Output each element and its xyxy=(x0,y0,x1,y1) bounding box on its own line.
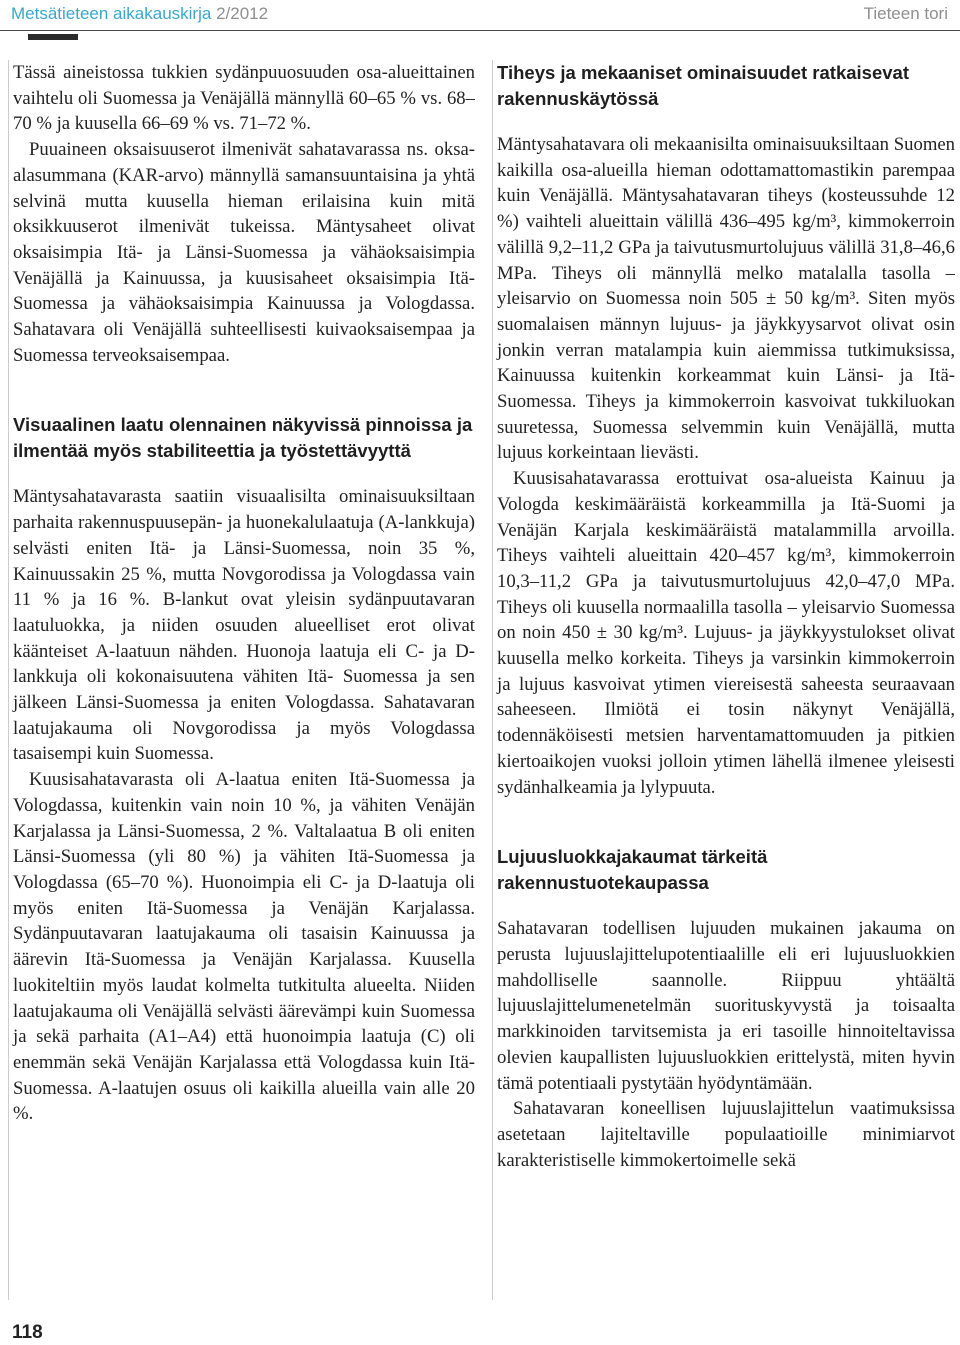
section-heading: Lujuusluokkajakaumat tärkeitä rakennustuotekaupassa xyxy=(497,846,768,894)
journal-name: Metsätieteen aikakauskirja xyxy=(11,4,212,23)
header-tab-marker xyxy=(28,34,78,40)
paragraph: Kuusisahatavarasta oli A-laatua eniten Itä-Suomessa ja Vologdassa, kuitenkin vain noin 10 %, ja vähiten Venäjän Karjalassa ja Länsi-Suomessa, 2 %. Valtalaatua B oli eniten Länsi-Suomessa (yli 80 %) ja vähiten Itä-Suomessa ja Vologdassa (65–70 %). Huonoimpia eli C- ja D-laatuja oli myös eniten Itä-Suomessa ja Venäjän Karjalassa. Sydänpuutavaran laatujakauma oli tasaisin Kainuussa ja äärevin Itä-Suomessa ja Venäjän Karjalassa. Kuusella luokiteltiin myös laudat kolmelta tutkitulta alueelta. Niiden laatujakauma oli Venäjällä selvästi äärevämpi kuin Suomessa ja sekä parhaita (A1–A4) että huonoimpia laatuja (C) oli enemmän sekä Venäjän Karjalassa että Vologdassa kuin Itä-Suomessa. A-laatujen osuus oli kaikilla alueilla vain alle 20 %. xyxy=(13,769,475,1125)
section-heading: Visuaalinen laatu olennainen näkyvissä pinnoissa ja ilmentää myös stabiliteettia ja työstettävyyttä xyxy=(13,414,473,462)
paragraph: Mäntysahatavara oli mekaanisilta ominaisuuksiltaan Suomen kaikilla osa-alueilla hieman odottamattomastikin parempaa kuin Venäjällä. Mäntysahatavaran tiheys (kosteussuhde 12 %) vaihteli alueittain välillä 436–495 kg/m³, kimmokerroin välillä 9,2–11,2 GPa ja taivutusmurtolujuus välillä 31,8–46,6 MPa. Tiheys oli männyllä melko matalalla tasolla – yleisarvio on Suomessa noin 505 ± 50 kg/m³. Siten myös suomalaisen männyn lujuus- ja jäykkyysarvot olivat osin jonkin verran matalampia kuin aiemmissa tutkimuksissa, Kainuussa kuitenkin korkeammat kuin Länsi- ja Itä-Suomessa. Tiheys ja kimmokerroin kasvoivat tukkiluokan suuretessa, Suomessa selvemmin kuin Venäjällä, mutta lujuus korkeintaan lievästi. xyxy=(497,134,955,464)
paragraph: Puuaineen oksaisuuserot ilmenivät sahatavarassa ns. oksa-alasummana (KAR-arvo) männyllä samansuuntaisina ja yhtä selvinä mutta kuusella hieman erilaisina kuin mitä oksikkuuserot ilmenivät tukeissa. Mäntysaheet olivat oksaisimpia Itä- ja Länsi-Suomessa ja vähäoksaisimpia Venäjällä ja Kainuussa, ja kuusisaheet oksaisimpia Itä-Suomessa ja vähäoksaisimpia Kainuussa ja Vologdassa. Sahatavara oli Venäjällä suhteellisesti kuivaoksaisempaa ja Suomessa terveoksaisempaa. xyxy=(13,139,475,366)
paragraph: Mäntysahatavarasta saatiin visuaalisilta ominaisuuksiltaan parhaita rakennuspuusepän- ja huonekalulaatuja (A-lankkuja) selvästi eniten Itä- ja Länsi-Suomessa, noin 35 %, Kainuussakin 25 %, mutta Novgorodissa ja Vologdassa vain 11 % ja 16 %. B-lankut ovat yleisin sydänpuutavaran laatuluokka, ja niiden osuuden alueelliset erot olivat käänteiset A-laatuun nähden. Huonoja laatuja eli C- ja D-lankkuja oli kokonaisuutena vähiten Itä- Suomessa ja sen jälkeen Länsi-Suomessa ja eniten Vologdassa. Sahatavaran laatujakauma oli Novgorodissa ja myös Vologdassa tasaisempi kuin Suomessa. xyxy=(13,486,475,765)
paragraph: Sahatavaran todellisen lujuuden mukainen jakauma on perusta lujuuslajittelupotentiaalille eli eri lujuusluokkien mahdolliselle saannolle. Riippuu yhtäältä lujuuslajittelumenetelmän suorituskyvystä ja toisaalta markkinoiden tarvitsemista ja eri tasoille hinnoiteltavissa olevien kaupallisten lujuusluokkien erittelystä, miten hyvin tämä potentiaali pystytään hyödyntämään. xyxy=(497,918,955,1094)
header-rule xyxy=(0,30,960,31)
paragraph: Kuusisahatavarassa erottuivat osa-alueista Kainuu ja Vologda keskimääräistä korkeammilla ja Itä-Suomi ja Venäjän Karjala keskimääräistä matalammilla arvoilla. Tiheys vaihteli alueittain 420–457 kg/m³, kimmokerroin 10,3–11,2 GPa ja taivutusmurtolujuus 42,0–47,0 MPa. Tiheys oli kuusella normaalilla tasolla – yleisarvio Suomessa on noin 450 ± 30 kg/m³. Lujuus- ja jäykkyystulokset olivat kuusella melko korkeita. Tiheys ja varsinkin kimmokerroin ja lujuus kasvoivat ytimen viereisestä saheesta seuraavaan saheeseen. Ilmiötä ei tosin näkynyt Venäjällä, todennäköisesti metsien harventamattomuuden ja pitkien kiertoaikojen vuoksi jolloin ytimen lähellä ilmenee yleisesti sydänhalkeamia ja lylypuuta. xyxy=(497,468,955,798)
journal-title xyxy=(11,4,268,24)
journal-issue: 2/2012 xyxy=(216,4,269,23)
left-column xyxy=(8,60,475,1300)
page-header xyxy=(0,0,960,42)
paragraph: Sahatavaran koneellisen lujuuslajittelun vaatimuksissa asetetaan lajiteltaville populaatioille minimiarvot karakteristiselle kimmokertoimelle sekä xyxy=(497,1098,955,1171)
section-heading: Tiheys ja mekaaniset ominaisuudet ratkaisevat rakennuskäytössä xyxy=(497,62,909,109)
right-column xyxy=(492,60,955,1300)
page-number: 118 xyxy=(12,1322,43,1343)
paragraph: Tässä aineistossa tukkien sydänpuuosuuden osa-alueittainen vaihtelu oli Suomessa ja Venäjällä männyllä 60–65 % vs. 68–70 % ja kuusella 66–69 % vs. 71–72 %. xyxy=(13,62,475,135)
section-name: Tieteen tori xyxy=(863,4,948,23)
